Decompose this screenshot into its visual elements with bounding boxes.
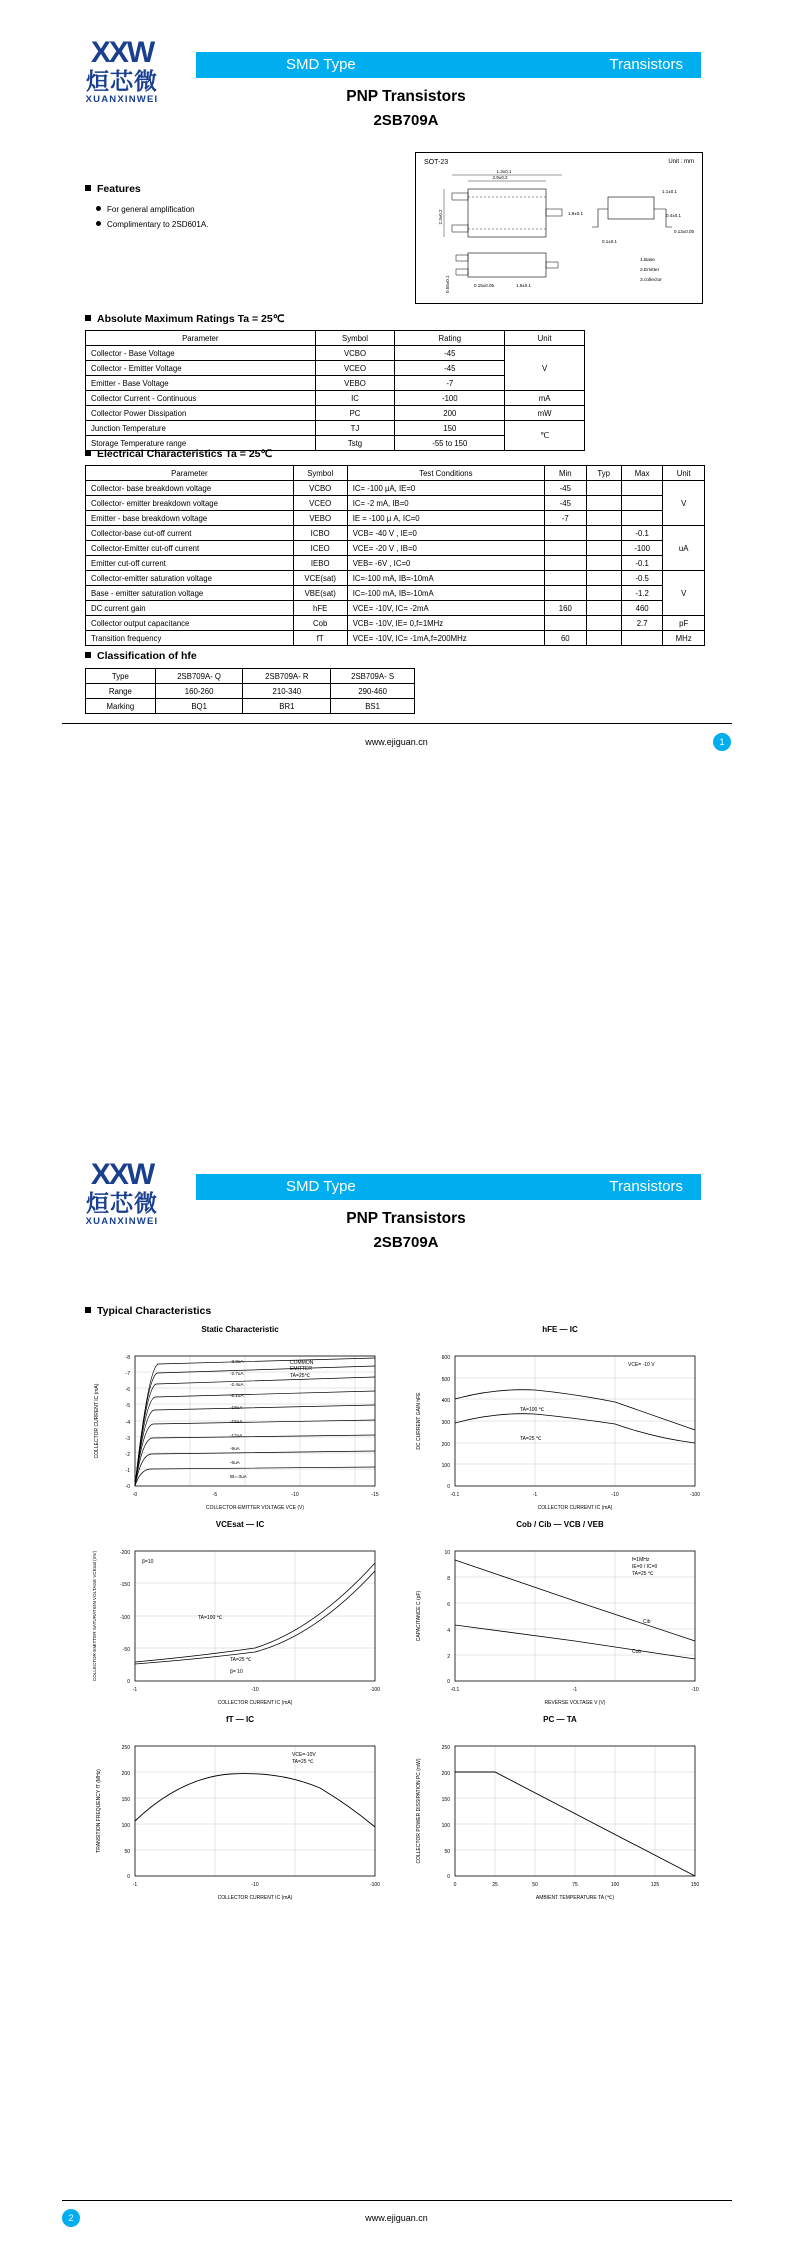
svg-text:0.13±0.05: 0.13±0.05 [674,229,694,234]
chart-svg [80,1336,400,1516]
company-logo [62,1160,182,1227]
y-axis-label: COLLECTOR CURRENT IC (mA) [94,1383,100,1459]
chart-svg [400,1726,720,1906]
table-row: Junction Temperature TJ 150 ℃ [86,421,585,436]
package-unit: Unit : mm [668,159,694,165]
annotation: Cib [643,1619,651,1625]
svg-text:25: 25 [492,1882,498,1888]
table-row: Base - emitter saturation voltage VBE(sat) IC=-100 mA, IB=-10mA -1.2 [86,586,705,601]
svg-text:-5: -5 [125,1403,130,1409]
svg-text:10: 10 [444,1550,450,1556]
col-unit: Unit [505,331,585,346]
logo-pinyin: XUANXINWEI [85,94,159,105]
x-axis-label: COLLECTOR CURRENT IC (mA) [217,1895,293,1901]
annotation: VCE=-10V [292,1752,316,1758]
col-symbol: Symbol [315,331,395,346]
y-axis-label: DC CURRENT GAIN hFE [416,1392,422,1450]
annotation: -3.0uA [230,1359,244,1364]
footer-divider [62,723,732,724]
annotation: -2.4uA [230,1382,244,1387]
annotation: -12uA [230,1433,243,1438]
pin-legend-1: 1.Base [640,258,655,263]
annotation: IB=-3uA [230,1474,247,1479]
svg-text:-0.1: -0.1 [450,1492,460,1498]
y-axis-label: CAPACITANCE C (pF) [416,1590,422,1642]
svg-text:0: 0 [447,1679,450,1685]
table-row: Marking BQ1 BR1 BS1 [86,699,415,714]
col-parameter: Parameter [86,331,316,346]
typical-characteristics-heading: Typical Characteristics [85,1305,211,1317]
electrical-characteristics-table [85,465,705,646]
page-header-2 [0,1122,793,1251]
annotation: -9uA [230,1446,240,1451]
annotation: -18uA [230,1405,243,1410]
banner-right-label: Transistors [609,1178,683,1195]
annotation: TA=100 ℃ [198,1615,223,1621]
svg-text:0: 0 [453,1882,457,1888]
annotation: TA=100 ℃ [520,1407,545,1413]
table-row: Emitter - base breakdown voltage VEBO IE = -100 μ A, IC=0 -7 [86,511,705,526]
chart-title: Cob / Cib — VCB / VEB [516,1520,604,1529]
table-row: DC current gain hFE VCE= -10V, IC= -2mA 160 460 [86,601,705,616]
svg-text:0: 0 [447,1484,450,1490]
svg-text:2: 2 [447,1654,450,1660]
annotation: TA=25 ℃ [230,1657,252,1663]
table-row: Collector-emitter saturation voltage VCE(sat) IC=-100 mA, IB=-10mA -0.5 V [86,571,705,586]
annotation: EMITTER [290,1366,312,1372]
bullet-square-icon [85,1307,91,1313]
svg-text:600: 600 [441,1355,450,1361]
annotation: Cob [632,1649,642,1655]
table-row: Emitter - Base Voltage VEBO -7 [86,376,585,391]
chart-svg [400,1531,720,1711]
annotation: IE=0 / IC=0 [632,1564,658,1570]
svg-text:1.3±0.1: 1.3±0.1 [496,169,512,174]
svg-text:50: 50 [532,1882,538,1888]
svg-text:100: 100 [610,1882,620,1888]
svg-text:0.4±0.1: 0.4±0.1 [666,213,681,218]
svg-text:-10: -10 [691,1687,699,1693]
part-number: 2SB709A [373,112,439,129]
table-row: Collector - Emitter Voltage VCEO -45 [86,361,585,376]
chart-title: Static Characteristic [201,1325,279,1334]
svg-text:-150: -150 [119,1582,130,1588]
svg-text:-5: -5 [212,1492,218,1498]
svg-text:125: 125 [650,1882,660,1888]
svg-text:-10: -10 [611,1492,619,1498]
table-row: Collector- base breakdown voltage VCBO IC= -100 μA, IE=0 -45 V [86,481,705,496]
electrical-heading: Electrical Characteristics Ta = 25℃ [85,448,272,460]
annotation: f=1MHz [632,1557,650,1563]
chart-static-characteristic [80,1325,400,1521]
annotation: β=10 [142,1559,154,1565]
svg-text:150: 150 [690,1882,700,1888]
col-rating: Rating [395,331,505,346]
absmax-heading: Absolute Maximum Ratings Ta = 25℃ [85,313,285,325]
svg-text:-50: -50 [122,1647,130,1653]
svg-text:-2: -2 [125,1452,130,1458]
features-heading: Features [85,183,141,195]
pin-legend-2: 2.Emitter [640,268,660,273]
chart-hfe-ic [400,1325,720,1521]
logo-mark: XXW [90,36,154,69]
svg-text:200: 200 [441,1771,450,1777]
table-header-row: Parameter Symbol Test Conditions Min Typ Max Unit [86,466,705,481]
y-axis-label: COLLECTOR POWER DISSIPATION PC (mW) [416,1758,422,1864]
svg-text:-100: -100 [119,1615,130,1621]
svg-text:1.1±0.1: 1.1±0.1 [662,189,677,194]
annotation: -2.7uA [230,1371,244,1376]
table-row: Collector output capacitance Cob VCB= -10V, IE= 0,f=1MHz 2.7 pF [86,616,705,631]
y-axis-label: COLLECTOR-EMITTER SATURATION VOLTAGE VCEsat (mV) [92,1550,97,1682]
table-row: Storage Temperature range Tstg -55 to 150 [86,436,585,451]
annotation: TA=25 ℃ [520,1436,542,1442]
banner-left-label: SMD Type [286,1178,356,1195]
svg-text:-100: -100 [369,1687,381,1693]
svg-text:100: 100 [441,1823,450,1829]
bullet-square-icon [85,315,91,321]
svg-text:-0.1: -0.1 [450,1687,460,1693]
footer-divider [62,2200,732,2201]
package-name: SOT-23 [424,159,449,166]
footer-url: www.ejiguan.cn [365,737,428,747]
page-number: 1 [713,733,731,751]
svg-text:250: 250 [441,1745,450,1751]
table-row: Emitter cut-off current IEBO VEB= -6V , IC=0 -0.1 [86,556,705,571]
features-list [96,202,208,232]
annotation: -6uA [230,1460,240,1465]
page-header [0,0,793,129]
svg-text:-10: -10 [251,1687,259,1693]
svg-text:2.9±0.2: 2.9±0.2 [492,175,508,180]
svg-text:6: 6 [447,1602,450,1608]
svg-text:2.3±0.2: 2.3±0.2 [438,209,443,225]
svg-text:400: 400 [441,1398,450,1404]
package-drawing [415,152,703,304]
svg-text:-10: -10 [291,1492,299,1498]
table-row: Range 160-260 210-340 290-460 [86,684,415,699]
logo-chinese-name: 烜芯微 [86,1190,158,1216]
bullet-square-icon [85,652,91,658]
company-logo [62,38,182,105]
svg-text:-1: -1 [132,1882,138,1888]
chart-title: VCEsat — IC [215,1520,265,1529]
list-item: Complimentary to 2SD601A. [96,217,208,232]
svg-text:-1: -1 [532,1492,538,1498]
table-row: Collector Power Dissipation PC 200 mW [86,406,585,421]
x-axis-label: AMBIENT TEMPERATURE TA (℃) [535,1895,615,1901]
annotation: COMMON [290,1360,314,1366]
svg-text:200: 200 [121,1771,130,1777]
page-title: PNP Transistors [346,1210,466,1227]
svg-text:-8: -8 [125,1355,130,1361]
absolute-maximum-ratings-table [85,330,585,451]
bullet-square-icon [85,450,91,456]
x-axis-label: COLLECTOR CURRENT IC (mA) [217,1700,293,1706]
annotation: TA=25 ℃ [292,1759,314,1765]
svg-text:-100: -100 [689,1492,701,1498]
hfe-classification-table [85,668,415,714]
svg-text:1.9±0.1: 1.9±0.1 [516,283,531,288]
svg-text:500: 500 [441,1377,450,1383]
svg-text:50: 50 [444,1849,450,1855]
hfe-class-heading: Classification of hfe [85,650,197,662]
svg-text:1.9±0.1: 1.9±0.1 [568,211,583,216]
logo-mark: XXW [90,1158,154,1191]
bullet-square-icon [85,185,91,191]
svg-text:-0: -0 [132,1492,138,1498]
svg-text:75: 75 [572,1882,578,1888]
svg-text:-200: -200 [119,1550,130,1556]
svg-text:-6: -6 [125,1387,130,1393]
svg-text:0: 0 [127,1679,130,1685]
chart-vcesat-ic [80,1520,400,1716]
pin-legend-3: 3.collector [640,278,662,283]
x-axis-label: COLLECTOR-EMITTER VOLTAGE VCE (V) [205,1505,305,1511]
svg-text:0.55±0.1: 0.55±0.1 [445,275,450,293]
banner-right-label: Transistors [609,56,683,73]
chart-title: PC — TA [543,1715,577,1724]
annotation: TA=25℃ [290,1373,311,1379]
y-axis-label: TRANSITION FREQUENCY fT (MHz) [96,1769,102,1853]
svg-text:-10: -10 [251,1882,259,1888]
table-row: Collector - Base Voltage VCBO -45 V [86,346,585,361]
table-row: Type 2SB709A- Q 2SB709A- R 2SB709A- S [86,669,415,684]
header-banner [196,1174,701,1200]
svg-text:200: 200 [441,1442,450,1448]
header-banner [196,52,701,78]
bullet-dot-icon [96,206,101,211]
svg-text:-4: -4 [125,1420,130,1426]
svg-text:-100: -100 [369,1882,381,1888]
list-item: For general amplification [96,202,208,217]
bullet-dot-icon [96,221,101,226]
chart-ft-ic [80,1715,400,1911]
chart-title: fT — IC [226,1715,254,1724]
svg-text:-1: -1 [572,1687,578,1693]
banner-left-label: SMD Type [286,56,356,73]
annotation: -2.1uA [230,1393,244,1398]
svg-text:-1: -1 [125,1468,130,1474]
svg-text:4: 4 [447,1628,450,1634]
logo-pinyin: XUANXINWEI [85,1216,159,1227]
footer-url: www.ejiguan.cn [365,2213,428,2223]
chart-svg [400,1336,720,1516]
svg-text:-15: -15 [371,1492,379,1498]
table-row: Collector-base cut-off current ICBO VCB= -40 V , IE=0 -0.1 uA [86,526,705,541]
svg-text:150: 150 [121,1797,130,1803]
annotation: β= 10 [230,1669,243,1675]
svg-text:50: 50 [124,1849,130,1855]
svg-text:100: 100 [121,1823,130,1829]
svg-text:0.15±0.05: 0.15±0.05 [474,283,494,288]
table-row: Collector- emitter breakdown voltage VCEO IC= -2 mA, IB=0 -45 [86,496,705,511]
svg-text:8: 8 [447,1576,450,1582]
annotation: TA=25 ℃ [632,1571,654,1577]
page-2 [0,1122,793,2244]
table-row: Transition frequency fT VCE= -10V, IC= -1mA,f=200MHz 60 MHz [86,631,705,646]
svg-text:-7: -7 [125,1371,130,1377]
page-number: 2 [62,2209,80,2227]
logo-chinese-name: 烜芯微 [86,68,158,94]
svg-text:0.1±0.1: 0.1±0.1 [602,239,617,244]
svg-text:-0: -0 [125,1484,130,1490]
svg-text:0: 0 [447,1874,450,1880]
svg-text:-1: -1 [132,1687,138,1693]
x-axis-label: COLLECTOR CURRENT IC (mA) [537,1505,613,1511]
svg-text:250: 250 [121,1745,130,1751]
svg-text:150: 150 [441,1797,450,1803]
chart-title: hFE — IC [542,1325,578,1334]
annotation: -15uA [230,1419,243,1424]
svg-text:0: 0 [127,1874,130,1880]
part-number: 2SB709A [373,1234,439,1251]
chart-pc-ta [400,1715,720,1911]
table-header-row [86,331,585,346]
page-title: PNP Transistors [346,88,466,105]
svg-text:100: 100 [441,1463,450,1469]
svg-text:300: 300 [441,1420,450,1426]
chart-svg [80,1531,400,1711]
table-row: Collector-Emitter cut-off current ICEO VCE= -20 V , IB=0 -100 [86,541,705,556]
annotation: VCE= -10 V [628,1362,655,1368]
chart-svg [80,1726,400,1906]
x-axis-label: REVERSE VOLTAGE V (V) [544,1700,606,1706]
table-row: Collector Current - Continuous IC -100 mA [86,391,585,406]
chart-cob-cib [400,1520,720,1716]
svg-text:-3: -3 [125,1436,130,1442]
